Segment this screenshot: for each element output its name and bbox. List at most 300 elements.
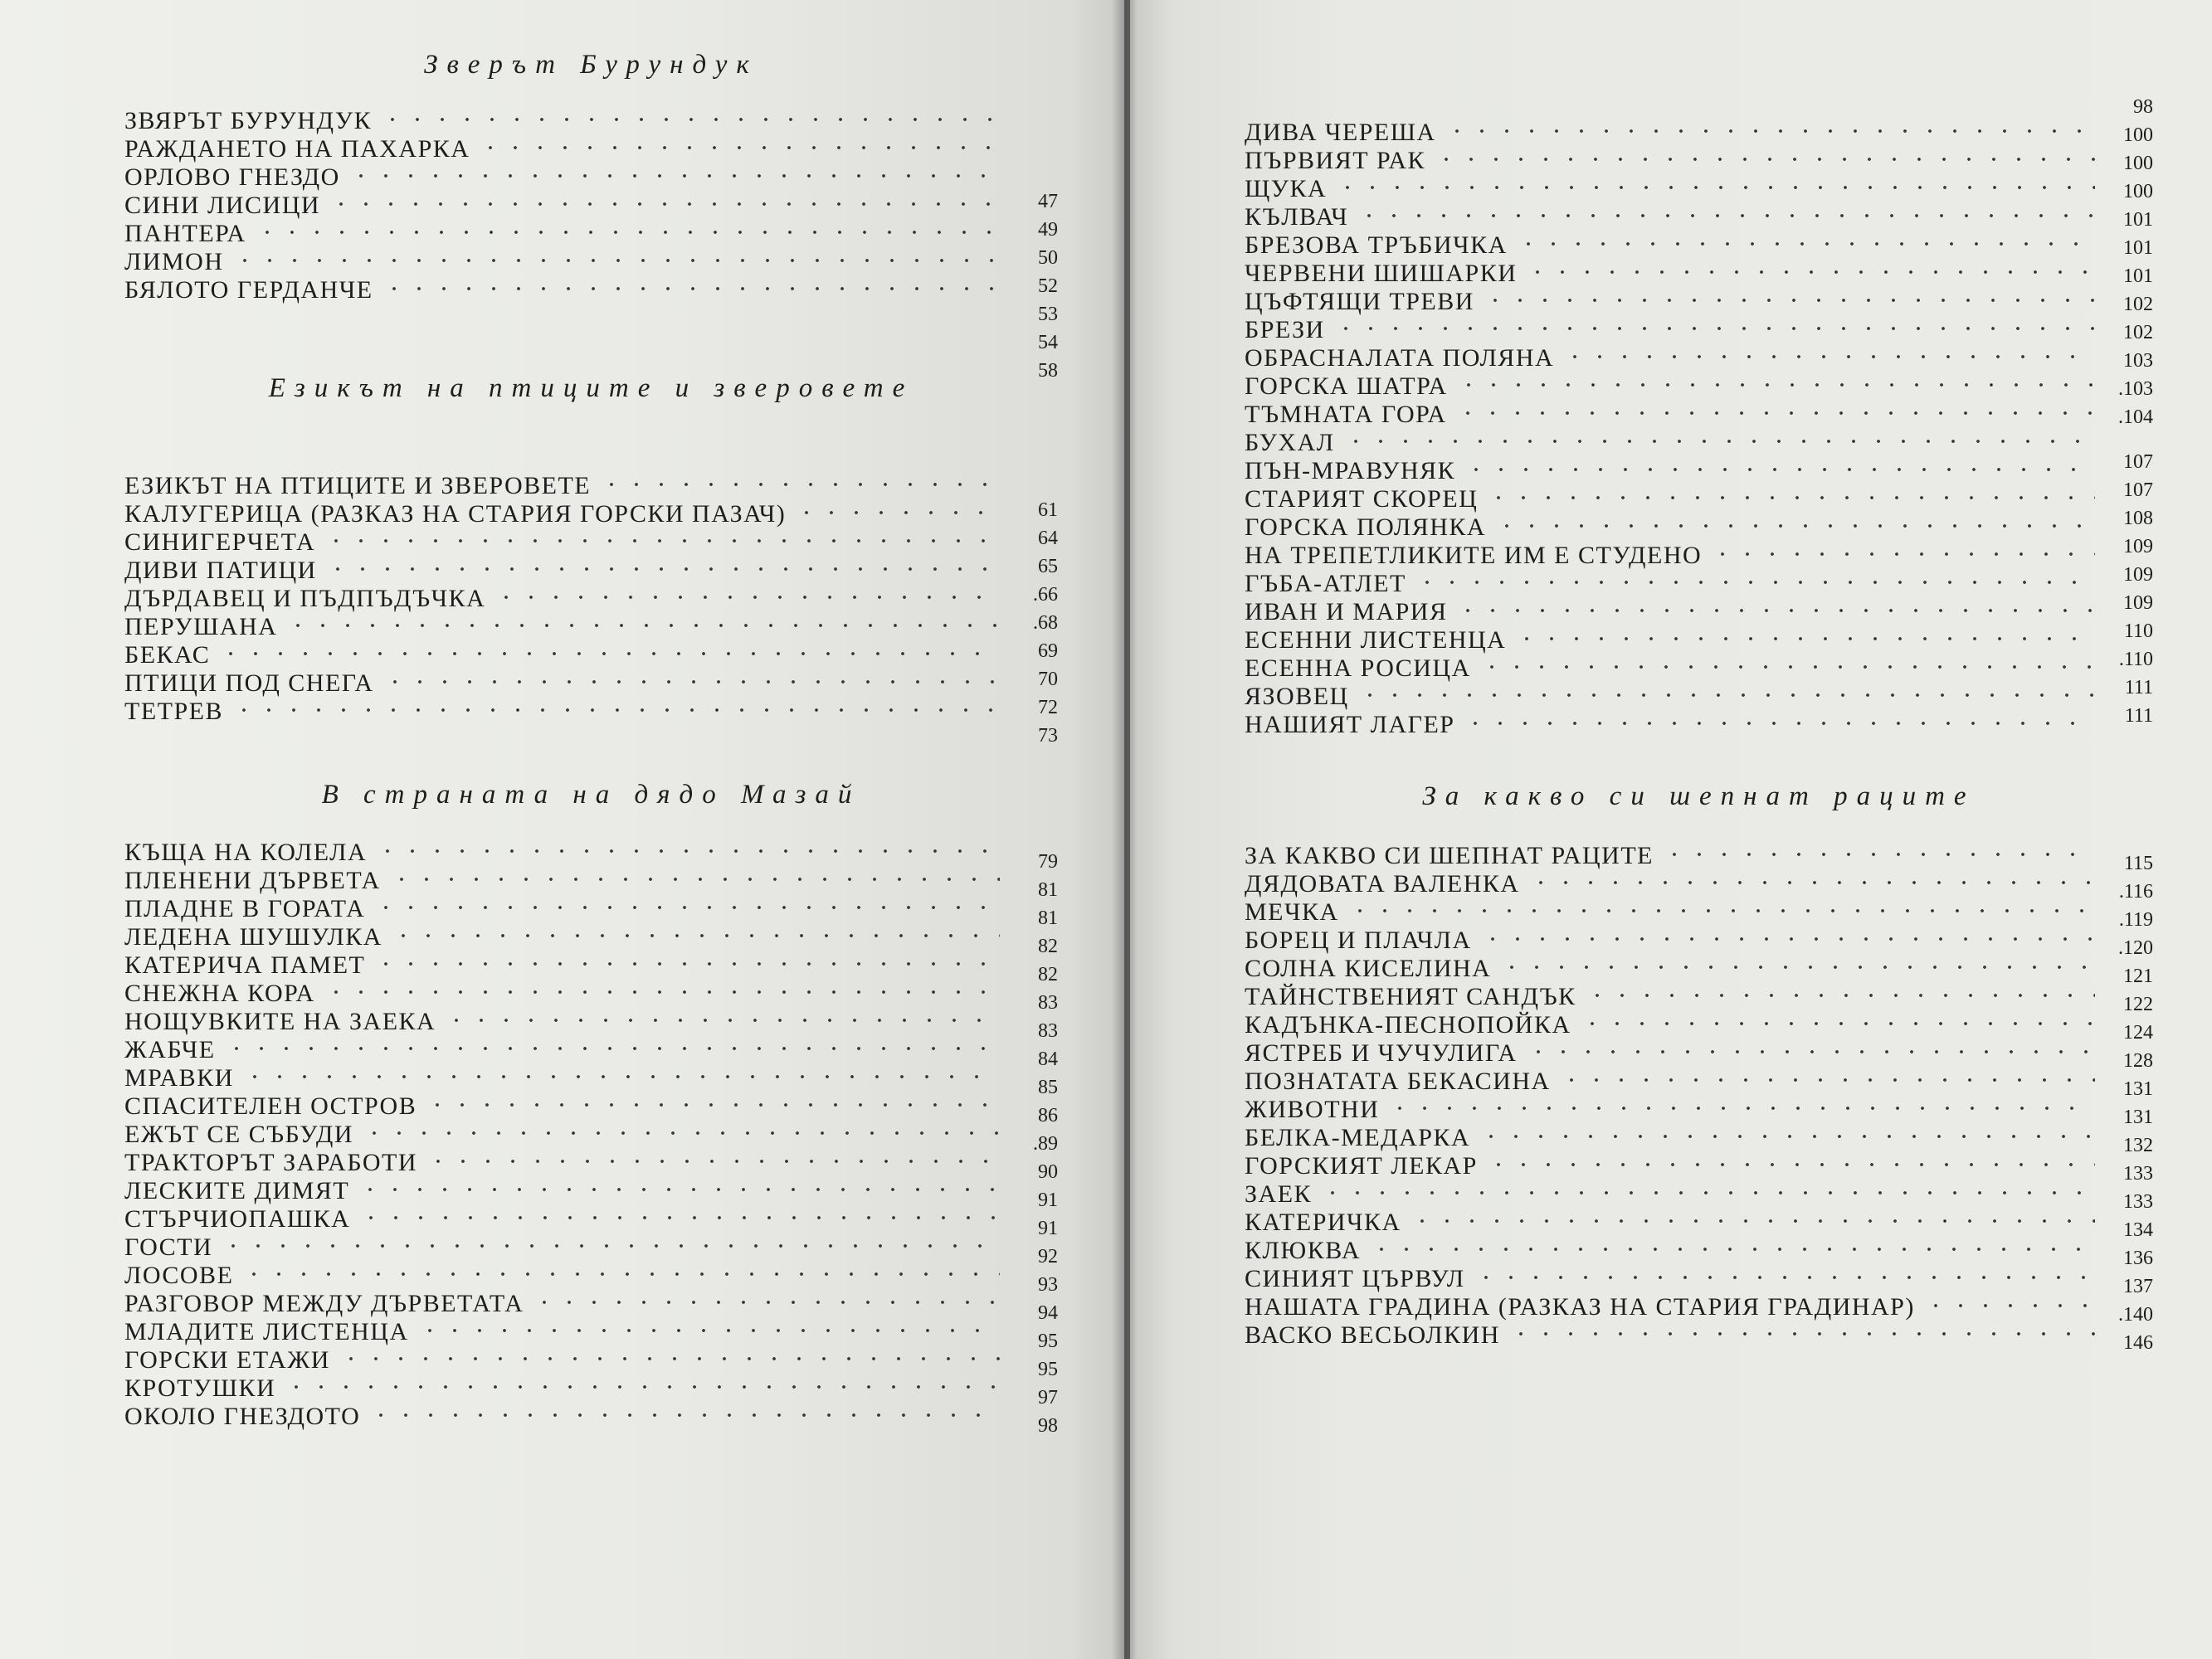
dot-leader: [373, 955, 1000, 973]
toc-entry: [124, 528, 1000, 557]
dot-leader: [1335, 178, 2095, 197]
page-number: .103: [2118, 378, 2153, 400]
toc-entry: [124, 1176, 1000, 1206]
page-number: 102: [2123, 322, 2153, 343]
toc-entry-title: СТАРИЯТ СКОРЕЦ: [1245, 485, 1479, 513]
dot-leader: [380, 110, 1000, 129]
toc-entry-title: ЗА КАКВО СИ ШЕПНАТ РАЦИТЕ: [1245, 842, 1654, 869]
page-number: 53: [1038, 304, 1058, 325]
page-number: 109: [2123, 564, 2153, 586]
dot-leader: [348, 167, 1000, 185]
toc-entry-title: КАЛУГЕРИЦА (РАЗКАЗ НА СТАРИЯ ГОРСКИ ПАЗАЧ): [124, 500, 787, 528]
toc-entry: [124, 979, 1000, 1009]
toc-entry: [124, 866, 1000, 896]
dot-leader: [1464, 460, 2095, 479]
page-number: .89: [1033, 1133, 1058, 1155]
toc-entry-title: ЛЕДЕНА ШУШУЛКА: [124, 923, 382, 951]
toc-entry: [124, 1345, 1000, 1375]
page-number: 103: [2123, 350, 2153, 372]
dot-leader: [1445, 122, 2095, 140]
toc-entry: [1245, 343, 2095, 373]
toc-entry: [124, 1063, 1000, 1093]
dot-leader: [358, 1180, 1000, 1199]
page-number: 101: [2123, 209, 2153, 231]
toc-entry-title: ЖИВОТНИ: [1245, 1096, 1380, 1123]
page-number: .140: [2118, 1304, 2153, 1326]
page-number: 83: [1038, 1020, 1058, 1042]
toc-entry-title: БРЕЗИ: [1245, 316, 1325, 343]
page-number: .120: [2118, 937, 2153, 959]
page-number: 47: [1038, 191, 1058, 212]
dot-leader: [444, 1011, 1000, 1029]
dot-leader: [1499, 958, 2095, 976]
page-number: 124: [2123, 1022, 2153, 1044]
dot-leader: [329, 195, 1000, 213]
dot-leader: [224, 1039, 1000, 1058]
dot-leader: [382, 673, 1000, 691]
toc-entry-title: СТЪРЧИОПАШКА: [124, 1205, 351, 1233]
dot-leader: [284, 1378, 1000, 1396]
toc-entry: [124, 1233, 1000, 1262]
page-number: 100: [2123, 153, 2153, 174]
toc-entry: [1245, 869, 2095, 899]
dot-leader: [494, 588, 1000, 606]
toc-entry-title: ТРАКТОРЪТ ЗАРАБОТИ: [124, 1149, 418, 1176]
toc-entry: [1245, 259, 2095, 289]
page-number: 111: [2124, 677, 2153, 698]
toc-entry-title: НАШИЯТ ЛАГЕР: [1245, 711, 1455, 738]
toc-entry-title: ТАЙНСТВЕНИЯТ САНДЪК: [1245, 983, 1576, 1010]
toc-entry-title: ИВАН И МАРИЯ: [1245, 598, 1448, 625]
dot-leader: [1455, 404, 2095, 422]
dot-leader: [1559, 1071, 2095, 1089]
toc-entry: [124, 669, 1000, 698]
dot-leader: [242, 1068, 1000, 1086]
toc-entry-title: ПЕРУШАНА: [124, 613, 278, 640]
toc-entry: [124, 584, 1000, 614]
section-title: Езикът на птиците и зверовете: [268, 373, 914, 403]
dot-leader: [382, 280, 1000, 298]
toc-entry-title: БЯЛОТО ГЕРДАНЧЕ: [124, 276, 373, 304]
toc-entry: [124, 499, 1000, 529]
dot-leader: [1463, 714, 2095, 732]
toc-entry-title: ЯСТРЕБ И ЧУЧУЛИГА: [1245, 1039, 1518, 1067]
dot-leader: [241, 1265, 1000, 1283]
page-number: 131: [2123, 1107, 2153, 1128]
toc-entry: [1245, 597, 2095, 627]
toc-entry-title: ЩУКА: [1245, 175, 1328, 202]
dot-leader: [373, 898, 1000, 917]
toc-entry-title: ЯЗОВЕЦ: [1245, 683, 1349, 710]
dot-leader: [1387, 1099, 2095, 1117]
toc-entry-title: ПЛЕНЕНИ ДЪРВЕТА: [124, 867, 381, 894]
toc-entry: [1245, 428, 2095, 458]
toc-entry-title: ГОСТИ: [124, 1233, 213, 1261]
toc-entry-title: БЕЛКА-МЕДАРКА: [1245, 1124, 1471, 1151]
toc-entry: [1245, 174, 2095, 204]
dot-leader: [1528, 873, 2095, 892]
toc-entry: [1245, 926, 2095, 956]
toc-entry: [1245, 202, 2095, 232]
toc-entry: [1245, 1321, 2095, 1350]
dot-leader: [1662, 845, 2095, 864]
dot-leader: [1525, 263, 2095, 281]
page-number: 133: [2123, 1191, 2153, 1213]
toc-entry-title: КЪЛВАЧ: [1245, 203, 1349, 231]
toc-entry: [1245, 1208, 2095, 1238]
page-number: 109: [2123, 536, 2153, 557]
dot-leader: [1357, 207, 2095, 225]
toc-entry-title: КАТЕРИЧКА: [1245, 1209, 1401, 1236]
page-number: 137: [2123, 1276, 2153, 1297]
dot-leader: [1343, 432, 2095, 450]
dot-leader: [794, 504, 1000, 522]
page-number: 91: [1038, 1218, 1058, 1239]
page-number: 92: [1038, 1246, 1058, 1267]
page-number: 82: [1038, 964, 1058, 985]
page-number: 82: [1038, 936, 1058, 957]
toc-entry: [124, 247, 1000, 277]
toc-entry: [1245, 287, 2095, 317]
toc-entry: [124, 612, 1000, 642]
toc-entry-title: СОЛНА КИСЕЛИНА: [1245, 955, 1492, 982]
toc-entry: [1245, 1039, 2095, 1068]
toc-entry: [1245, 484, 2095, 514]
dot-leader: [1494, 517, 2095, 535]
page-number: 86: [1038, 1105, 1058, 1126]
toc-entry: [124, 1204, 1000, 1234]
page-number: 95: [1038, 1359, 1058, 1380]
page-number: 83: [1038, 992, 1058, 1014]
dot-leader: [478, 139, 1000, 157]
dot-leader: [1483, 291, 2095, 309]
page-number: 100: [2123, 124, 2153, 146]
toc-entry: [1245, 1264, 2095, 1294]
toc-entry: [124, 275, 1000, 305]
toc-entry-title: ЕСЕННИ ЛИСТЕНЦА: [1245, 626, 1507, 654]
dot-leader: [1415, 573, 2095, 591]
page-number: 97: [1038, 1387, 1058, 1408]
dot-leader: [532, 1293, 1000, 1311]
toc-entry: [124, 640, 1000, 670]
toc-entry-title: СИНИ ЛИСИЦИ: [124, 192, 321, 219]
dot-leader: [1562, 348, 2095, 366]
toc-entry-title: ПЛАДНЕ В ГОРАТА: [124, 895, 366, 922]
toc-entry-title: НАШАТА ГРАДИНА (РАЗКАЗ НА СТАРИЯ ГРАДИНАР): [1245, 1293, 1915, 1321]
toc-entry: [1245, 898, 2095, 927]
toc-entry-title: ЖАБЧЕ: [124, 1036, 216, 1063]
dot-leader: [324, 532, 1000, 550]
toc-entry-title: БЕКАС: [124, 641, 211, 669]
toc-entry: [1245, 1151, 2095, 1181]
toc-entry-title: ПТИЦИ ПОД СНЕГА: [124, 669, 374, 697]
page-number: 111: [2124, 705, 2153, 727]
toc-entry: [1245, 541, 2095, 571]
toc-entry-title: ЛИМОН: [124, 248, 224, 275]
toc-entry-title: ГЪБА-АТЛЕТ: [1245, 570, 1406, 597]
page-number: 107: [2123, 479, 2153, 501]
page-number: 136: [2123, 1248, 2153, 1269]
toc-entry: [1245, 315, 2095, 345]
toc-entry-title: РАЗГОВОР МЕЖДУ ДЪРВЕТАТА: [124, 1290, 524, 1317]
toc-entry-title: МЕЧКА: [1245, 898, 1339, 926]
toc-entry: [124, 951, 1000, 980]
dot-leader: [375, 842, 1000, 860]
dot-leader: [218, 645, 1000, 663]
toc-entry-title: ТЕТРЕВ: [124, 698, 223, 725]
dot-leader: [426, 1152, 1000, 1170]
toc-entry: [124, 1035, 1000, 1065]
toc-entry-title: РАЖДАНЕТО НА ПАХАРКА: [124, 135, 470, 163]
page-number: .104: [2118, 406, 2153, 428]
toc-entry-title: МЛАДИТЕ ЛИСТЕНЦА: [124, 1318, 409, 1345]
toc-entry: [1245, 625, 2095, 655]
dot-leader: [389, 870, 1000, 888]
page-number: 101: [2123, 265, 2153, 287]
page-number: 49: [1038, 219, 1058, 241]
toc-entry-title: ЛОСОВЕ: [124, 1262, 234, 1289]
dot-leader: [1923, 1297, 2095, 1315]
page-number: 121: [2123, 966, 2153, 987]
toc-entry-title: ГОРСКИЯТ ЛЕКАР: [1245, 1152, 1478, 1180]
page-number: 110: [2123, 620, 2153, 642]
dot-leader: [1486, 1155, 2095, 1174]
section-title: В страната на дядо Мазай: [321, 780, 861, 810]
toc-entry: [1245, 513, 2095, 542]
toc-entry: [124, 1402, 1000, 1432]
toc-entry-title: ВАСКО ВЕСЬОЛКИН: [1245, 1321, 1500, 1349]
dot-leader: [232, 251, 1000, 270]
page-number: 61: [1038, 499, 1058, 521]
page-number: 107: [2123, 451, 2153, 473]
page-number: 101: [2123, 237, 2153, 259]
dot-leader: [325, 560, 1000, 578]
page-number: 81: [1038, 907, 1058, 929]
toc-entry-title: ПАНТЕРА: [124, 220, 246, 247]
page-number: 73: [1038, 725, 1058, 747]
toc-entry: [124, 838, 1000, 868]
toc-entry-title: ЗАЕК: [1245, 1180, 1313, 1208]
toc-entry-title: КЛЮКВА: [1245, 1237, 1361, 1264]
toc-entry: [124, 134, 1000, 164]
dot-leader: [1410, 1212, 2095, 1230]
page-number: 85: [1038, 1077, 1058, 1098]
dot-leader: [599, 475, 1000, 494]
page-number: 95: [1038, 1331, 1058, 1352]
page-number: 98: [2133, 96, 2153, 118]
toc-entry: [124, 471, 1000, 501]
toc-entry-title: ЕЖЪТ СЕ СЪБУДИ: [124, 1121, 354, 1148]
toc-entry-title: СНЕЖНА КОРА: [124, 980, 315, 1007]
toc-entry-title: СИНИГЕРЧЕТА: [124, 528, 316, 556]
page-number: 54: [1038, 332, 1058, 353]
toc-entry-title: ЦЪФТЯЩИ ТРЕВИ: [1245, 288, 1474, 315]
toc-entry-title: КЪЩА НА КОЛЕЛА: [124, 839, 368, 866]
page-number: 64: [1038, 528, 1058, 549]
toc-entry-title: КРОТУШКИ: [124, 1374, 276, 1402]
book-spine: [1112, 0, 1137, 1659]
dot-leader: [1516, 235, 2095, 253]
toc-entry-title: ДЯДОВАТА ВАЛЕНКА: [1245, 870, 1520, 898]
page-number: 128: [2123, 1050, 2153, 1072]
toc-entry: [124, 1092, 1000, 1121]
toc-entry-title: ГОРСКИ ЕТАЖИ: [124, 1346, 330, 1374]
dot-leader: [1479, 658, 2095, 676]
toc-entry-title: ГОРСКА ПОЛЯНКА: [1245, 513, 1487, 541]
toc-entry: [1245, 231, 2095, 260]
dot-leader: [255, 223, 1000, 241]
toc-entry-title: БРЕЗОВА ТРЪБИЧКА: [1245, 231, 1508, 259]
page-number: 100: [2123, 181, 2153, 202]
dot-leader: [1456, 376, 2095, 394]
dot-leader: [358, 1209, 1000, 1227]
toc-entry: [124, 1374, 1000, 1404]
toc-entry-title: КАТЕРИЧА ПАМЕТ: [124, 951, 366, 979]
page-number: 79: [1038, 851, 1058, 873]
page-number: 58: [1038, 360, 1058, 382]
toc-entry: [124, 922, 1000, 952]
toc-entry: [124, 697, 1000, 727]
dot-leader: [1508, 1325, 2095, 1343]
toc-entry: [1245, 654, 2095, 684]
page-number: 134: [2123, 1219, 2153, 1241]
toc-entry: [1245, 1010, 2095, 1040]
toc-entry: [1245, 118, 2095, 148]
page-number: 132: [2123, 1135, 2153, 1156]
toc-entry: [124, 556, 1000, 586]
toc-entry-title: ОБРАСНАЛАТА ПОЛЯНА: [1245, 344, 1555, 372]
toc-entry: [124, 191, 1000, 221]
page-number: .110: [2118, 649, 2153, 670]
page-number: 70: [1038, 669, 1058, 690]
page-number: 146: [2123, 1332, 2153, 1354]
dot-leader: [391, 927, 1000, 945]
dot-leader: [1320, 1184, 2095, 1202]
dot-leader: [1474, 1268, 2095, 1287]
toc-entry-title: ГОРСКА ШАТРА: [1245, 372, 1448, 400]
dot-leader: [1357, 686, 2095, 704]
page-number: 109: [2123, 592, 2153, 614]
page-number: 69: [1038, 640, 1058, 662]
section-title: За какво си шепнат раците: [1422, 781, 1976, 811]
page-number: 84: [1038, 1048, 1058, 1070]
toc-entry-title: ОКОЛО ГНЕЗДОТО: [124, 1403, 361, 1430]
toc-entry: [124, 1148, 1000, 1178]
dot-leader: [1479, 1127, 2095, 1146]
dot-leader: [1580, 1014, 2095, 1033]
dot-leader: [1486, 489, 2095, 507]
dot-leader: [417, 1321, 1000, 1340]
toc-entry: [124, 1007, 1000, 1037]
dot-leader: [285, 616, 1000, 635]
page-number: 131: [2123, 1078, 2153, 1100]
page-number: 72: [1038, 697, 1058, 718]
toc-entry-title: ДИВИ ПАТИЦИ: [124, 557, 317, 584]
toc-entry-title: ЛЕСКИТЕ ДИМЯТ: [124, 1177, 350, 1204]
page-number: 81: [1038, 879, 1058, 901]
toc-entry: [1245, 982, 2095, 1012]
dot-leader: [368, 1406, 1000, 1424]
toc-entry: [1245, 1180, 2095, 1209]
toc-entry: [1245, 710, 2095, 740]
dot-leader: [362, 1124, 1000, 1142]
toc-entry-title: МРАВКИ: [124, 1064, 234, 1092]
dot-leader: [1333, 319, 2095, 338]
toc-entry-title: ПОЗНАТАТА БЕКАСИНА: [1245, 1068, 1551, 1095]
page-number: .119: [2118, 909, 2153, 931]
toc-entry-title: ДИВА ЧЕРЕША: [1245, 119, 1436, 146]
toc-entry: [1245, 146, 2095, 176]
toc-entry: [1245, 841, 2095, 871]
toc-entry: [124, 1317, 1000, 1347]
toc-entry: [1245, 400, 2095, 430]
toc-entry: [1245, 1095, 2095, 1125]
toc-entry-title: ЕСЕННА РОСИЦА: [1245, 654, 1471, 682]
dot-leader: [1585, 986, 2095, 1005]
section-title: Зверът Бурундук: [424, 50, 758, 80]
toc-entry-title: БУХАЛ: [1245, 429, 1335, 456]
toc-entry: [124, 1261, 1000, 1291]
toc-entry-title: ЗВЯРЪТ БУРУНДУК: [124, 107, 373, 134]
toc-entry-title: СИНИЯТ ЦЪРВУЛ: [1245, 1265, 1465, 1292]
toc-entry-title: КАДЪНКА-ПЕСНОПОЙКА: [1245, 1011, 1571, 1039]
dot-leader: [1434, 150, 2095, 168]
toc-entry: [1245, 1123, 2095, 1153]
toc-entry: [1245, 1292, 2095, 1322]
page-number: 65: [1038, 556, 1058, 577]
page-number: 133: [2123, 1163, 2153, 1185]
dot-leader: [324, 983, 1000, 1001]
page-number: 93: [1038, 1274, 1058, 1296]
dot-leader: [1347, 902, 2095, 920]
toc-entry: [1245, 954, 2095, 984]
toc-entry: [124, 163, 1000, 192]
dot-leader: [339, 1350, 1000, 1368]
dot-leader: [1526, 1043, 2095, 1061]
page-number: 115: [2123, 853, 2153, 874]
toc-entry-title: БОРЕЦ И ПЛАЧЛА: [1245, 927, 1472, 954]
dot-leader: [1710, 545, 2095, 563]
toc-entry-title: ЕЗИКЪТ НА ПТИЦИТЕ И ЗВЕРОВЕТЕ: [124, 472, 592, 499]
dot-leader: [221, 1237, 1000, 1255]
toc-entry-title: СПАСИТЕЛЕН ОСТРОВ: [124, 1092, 417, 1120]
dot-leader: [1514, 630, 2095, 648]
dot-leader: [1369, 1240, 2095, 1258]
page-number: .116: [2118, 881, 2153, 902]
toc-entry: [124, 1120, 1000, 1150]
toc-entry: [1245, 372, 2095, 401]
dot-leader: [1455, 601, 2095, 620]
page-number: 122: [2123, 994, 2153, 1015]
toc-entry-title: ПЪН-МРАВУНЯК: [1245, 457, 1456, 484]
toc-entry-title: ЧЕРВЕНИ ШИШАРКИ: [1245, 260, 1518, 287]
toc-entry: [1245, 456, 2095, 486]
dot-leader: [231, 701, 1000, 719]
toc-entry: [124, 1289, 1000, 1319]
page-number: 102: [2123, 294, 2153, 315]
toc-entry: [1245, 1236, 2095, 1266]
page-number: 90: [1038, 1161, 1058, 1183]
toc-entry: [124, 106, 1000, 136]
toc-entry: [1245, 682, 2095, 712]
toc-entry-title: НОЩУВКИТЕ НА ЗАЕКА: [124, 1008, 436, 1035]
page-number: 52: [1038, 275, 1058, 297]
toc-entry-title: ОРЛОВО ГНЕЗДО: [124, 163, 340, 191]
toc-entry: [1245, 1067, 2095, 1097]
toc-entry: [1245, 569, 2095, 599]
page-number: 50: [1038, 247, 1058, 269]
page-number: 98: [1038, 1415, 1058, 1437]
